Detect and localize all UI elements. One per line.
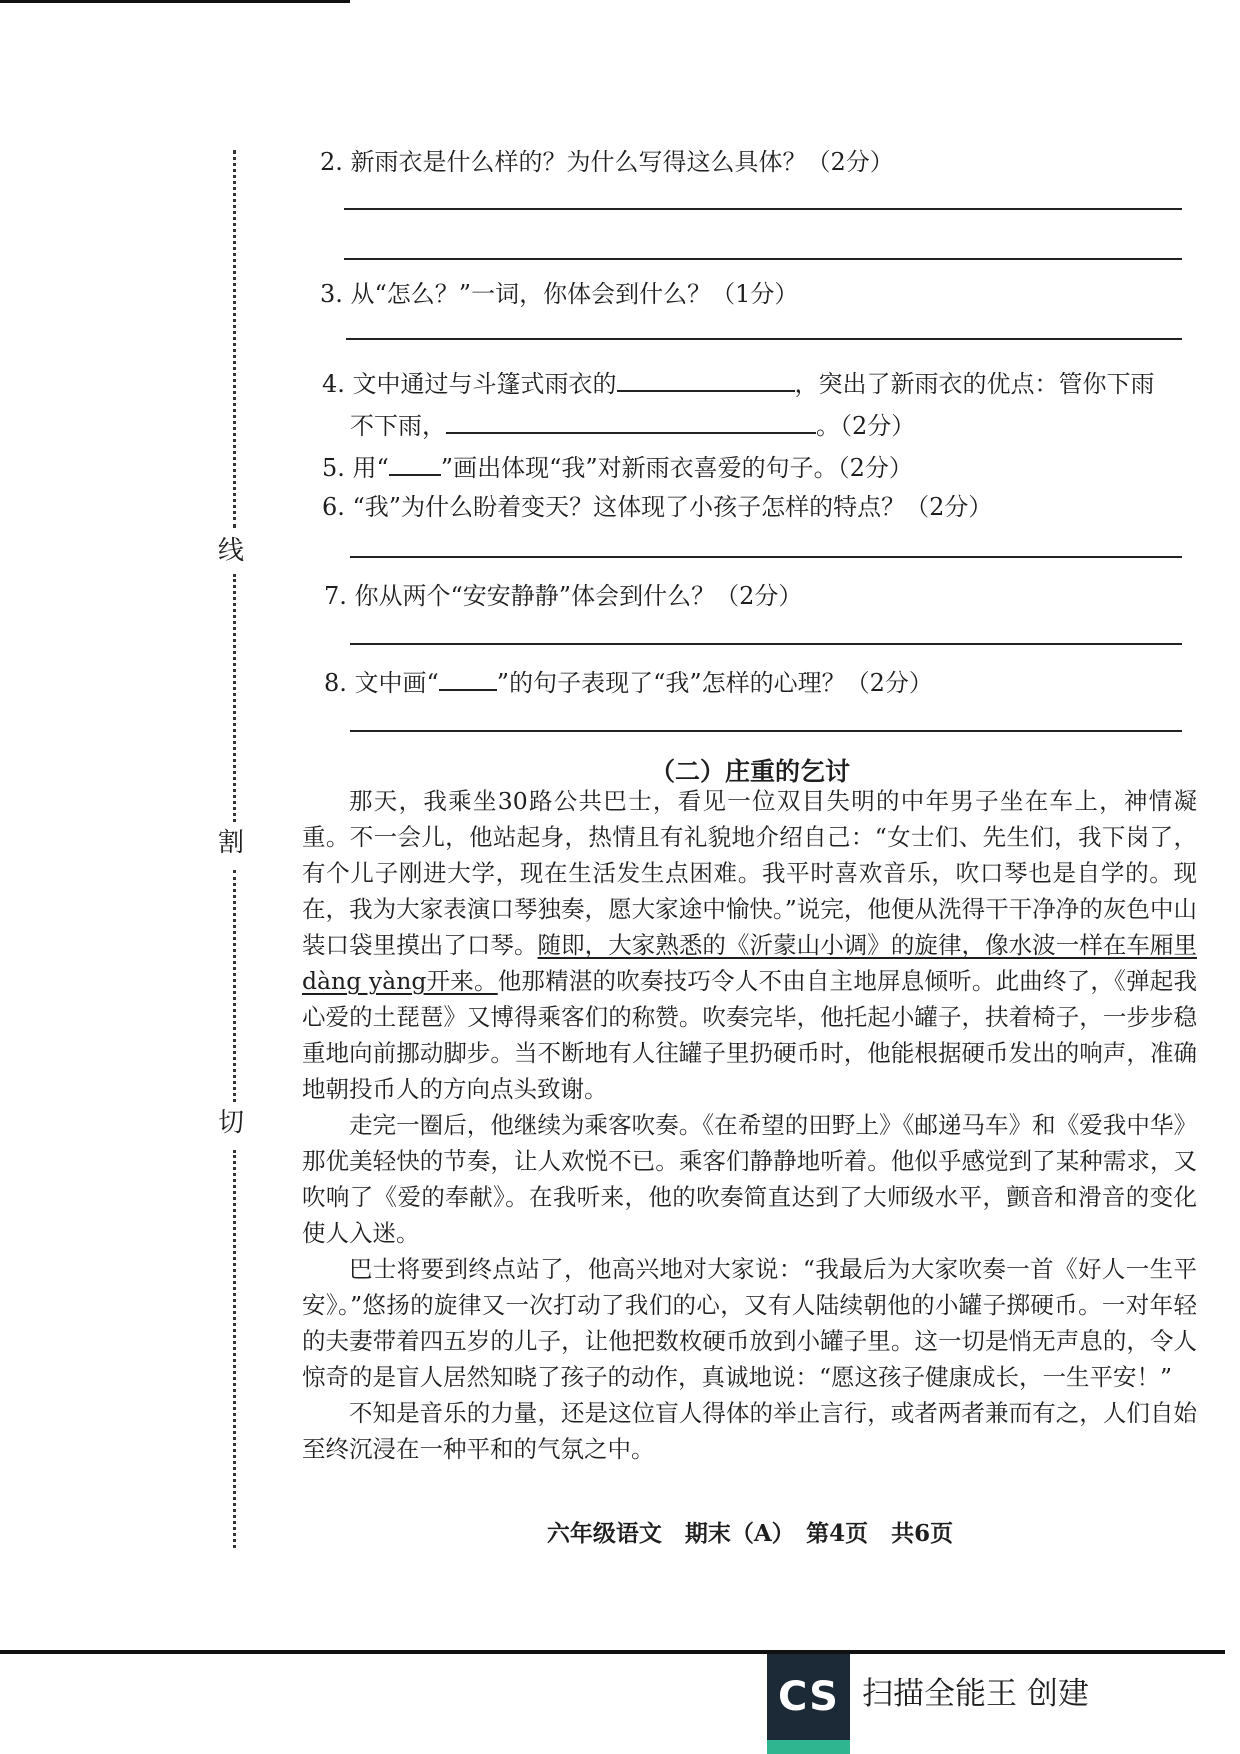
cut-line [233,870,236,1102]
question-5-text: ”画出体现“我”对新雨衣喜爱的句子。（2分） [440,454,913,482]
question-4-text: 。（2分） [816,412,916,440]
paragraph: 走完一圈后，他继续为乘客吹奏。《在希望的田野上》《邮递马车》和《爱我中华》那优美轻快的节奏，让人欢悦不已。乘客们静静地听着。他似乎感觉到了某种需求，又吹响了《爱的奉献》。在我听来，他的吹奏简直达到了大师级水平，颤音和滑音的变化使人入迷。 [302,1111,1197,1247]
passage-body [302,783,1197,1467]
question-8-text: 8. 文中画“ [324,669,439,697]
answer-line[interactable] [350,643,1182,645]
question-6: 6. “我”为什么盼着变天？这体现了小孩子怎样的特点？（2分） [322,493,993,521]
underline-sample [389,452,441,476]
underlined-sentence: 随即，大家熟悉的《沂蒙山小调》的旋律，像水波一样在车厢里dàng yàng开来。 [302,931,1198,995]
paragraph: 巴士将要到终点站了，他高兴地对大家说：“我最后为大家吹奏一首《好人一生平安》。”悠扬的旋律又一次打动了我们的心，又有人陆续朝他的小罐子掷硬币。一对年轻的夫妻带着四五岁的儿子，让他把数枚硬币放到小罐子里。这一切是悄无声息的，令人惊奇的是盲人居然知晓了孩子的动作，真诚地说：“愿这孩子健康成长，一生平安！” [302,1255,1197,1391]
camscanner-watermark-text: 扫描全能王 创建 [862,1676,1089,1712]
cut-label-ge: 割 [218,828,245,858]
question-4-text: ，突出了新雨衣的优点：管你下雨 [794,370,1155,398]
camscanner-accent-bar [767,1740,850,1754]
paragraph-text: 他那精湛的吹奏技巧令人不由自主地屏息倾听。此曲终了，《弹起我心爱的土琵琶》又博得乘客们的称赞。吹奏完毕，他托起小罐子，扶着椅子，一步步稳重地向前挪动脚步。当不断地有人往罐子里扔硬币时，他能根据硬币发出的响声，准确地朝投币人的方向点头致谢。 [302,967,1198,1103]
paragraph-text: 那天，我乘坐30路公共巴士，看见一位双目失明的中年男子坐在车上，神情凝重。不一会儿，他站起身，热情且有礼貌地介绍自己：“女士们、先生们，我下岗了，有个儿子刚进大学，现在生活发生点困难。我平时喜欢音乐，吹口琴也是自学的。现在，我为大家表演口琴独奏，愿大家途中愉快。”说完，他便从洗得干干净净的灰色中山装口袋里摸出了口琴。 [302,787,1197,959]
camscanner-logo-icon: CS [767,1654,850,1740]
cut-line [233,574,236,822]
question-4-text: 4. 文中通过与斗篷式雨衣的 [322,370,617,398]
answer-line[interactable] [344,208,1182,210]
question-8 [324,667,933,698]
question-5-text: 5. 用“ [322,454,389,482]
paragraph: 不知是音乐的力量，还是这位盲人得体的举止言行，或者两者兼而有之，人们自始至终沉浸在一种平和的气氛之中。 [302,1399,1197,1463]
question-4-line1 [322,368,1155,399]
question-7: 7. 你从两个“安安静静”体会到什么？（2分） [324,582,803,610]
passage-title: （二）庄重的乞讨 [649,757,850,786]
cut-label-xian: 线 [218,536,245,566]
cut-line [233,1150,236,1548]
question-5 [322,452,913,483]
cut-line [233,150,236,528]
question-8-text: ”的句子表现了“我”怎样的心理？（2分） [496,669,933,697]
top-edge-rule [0,0,350,3]
underline-sample [439,667,497,691]
answer-line[interactable] [344,258,1182,260]
paragraph [302,783,1197,1107]
bottom-edge-rule [0,1650,1225,1654]
page-footer: 六年级语文 期末（A） 第4页 共6页 [546,1520,954,1547]
question-2: 2. 新雨衣是什么样的？为什么写得这么具体？（2分） [320,148,894,176]
question-4-line2 [350,410,915,441]
question-4-text: 不下雨， [350,412,446,440]
question-3: 3. 从“怎么？”一词，你体会到什么？（1分） [320,280,799,308]
fill-blank[interactable] [446,410,816,434]
answer-line[interactable] [350,730,1182,732]
answer-line[interactable] [346,338,1182,340]
fill-blank[interactable] [617,368,795,392]
cut-label-qie: 切 [218,1108,245,1138]
answer-line[interactable] [350,556,1182,558]
